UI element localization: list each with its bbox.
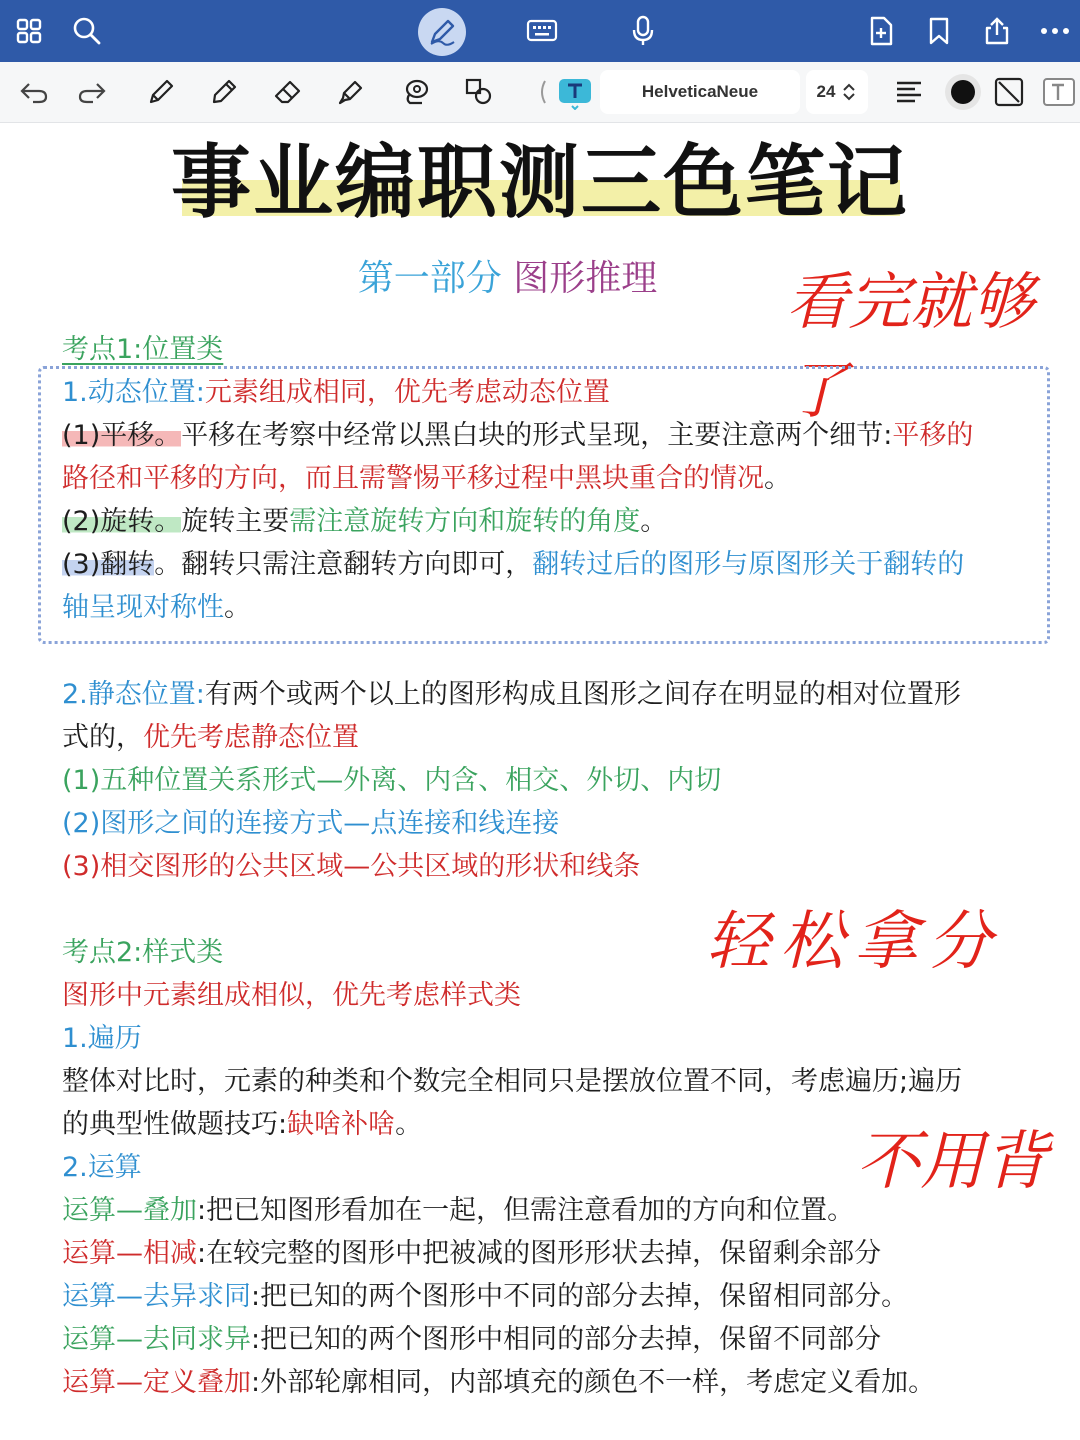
- flip-line-2: [62, 586, 251, 629]
- op-text-1: :把已知图形看加在一起，但需注意看加的方向和位置。: [197, 1195, 855, 1226]
- dynamic-label: 1.动态位置:: [62, 377, 205, 408]
- op-item-4: [62, 1318, 881, 1361]
- handwriting-enough: 看完就够了: [786, 265, 1035, 427]
- traverse-end: 。: [395, 1109, 423, 1140]
- font-name-selector[interactable]: [600, 70, 800, 114]
- pen-tool-icon[interactable]: [143, 74, 179, 110]
- flip-blue1: 翻转过后的图形与原图形关于翻转的: [532, 549, 965, 580]
- microphone-icon[interactable]: [624, 12, 662, 50]
- grid-icon[interactable]: [10, 12, 48, 50]
- rotate-green: 需注意旋转方向和旋转的角度: [289, 506, 641, 537]
- stepper-chevron-icon: [841, 82, 857, 102]
- op-label-2: 运算—相减: [62, 1238, 197, 1269]
- point1-heading: 考点1:位置类: [62, 334, 224, 365]
- op-text-3: :把已知的两个图形中不同的部分去掉，保留相同部分。: [251, 1281, 909, 1312]
- static-item-1: (1)五种位置关系形式—外离、内含、相交、外切、内切: [62, 765, 722, 796]
- shift-text: 平移在考察中经常以黑白块的形式呈现，主要注意两个细节:: [181, 420, 893, 451]
- op-item-3: [62, 1275, 908, 1318]
- text-box-style-icon[interactable]: [991, 74, 1027, 110]
- point2-intro: 图形中元素组成相似，优先考虑样式类: [62, 980, 521, 1011]
- traverse-text2: 的典型性做题技巧:: [62, 1109, 288, 1140]
- op-label-4: 运算—去同求异: [62, 1324, 251, 1355]
- dynamic-desc: 元素组成相同，优先考虑动态位置: [204, 377, 610, 408]
- eraser-tool-icon[interactable]: [270, 74, 306, 110]
- static-text1: 有两个或两个以上的图形构成且图形之间存在明显的相对位置形: [204, 679, 961, 710]
- pen-icon[interactable]: [418, 8, 466, 56]
- op-item-1: [62, 1189, 854, 1232]
- static-item-2: (2)图形之间的连接方式—点连接和线连接: [62, 808, 560, 839]
- redo-icon[interactable]: [74, 74, 110, 110]
- traverse-line-1: 整体对比时，元素的种类和个数完全相同只是摆放位置不同，考虑遍历;遍历: [62, 1066, 963, 1097]
- shapes-tool-icon[interactable]: [461, 74, 497, 110]
- traverse-label: 1.遍历: [62, 1023, 142, 1054]
- rotate-end: 。: [640, 506, 668, 537]
- page-title: 事业编职测三色笔记: [171, 136, 909, 229]
- static-item-3: (3)相交图形的公共区域—公共区域的形状和线条: [62, 851, 641, 882]
- flip-end: 。: [224, 592, 251, 623]
- op-item-2: [62, 1232, 881, 1275]
- more-icon[interactable]: [1036, 12, 1074, 50]
- search-icon[interactable]: [68, 12, 106, 50]
- section-name: 图形推理: [513, 258, 658, 299]
- traverse-red: 缺啥补啥: [287, 1109, 396, 1140]
- rotate-line: [62, 500, 667, 543]
- section-prefix: 第一部分: [357, 258, 502, 299]
- static-text2: 式的，: [62, 722, 143, 753]
- lasso-tool-icon[interactable]: [398, 74, 434, 110]
- font-name-value: HelveticaNeue: [641, 82, 759, 101]
- bookmark-icon[interactable]: [920, 12, 958, 50]
- dynamic-position-line: [62, 371, 610, 414]
- shift-line-1: [62, 414, 973, 457]
- op-label-1: 运算—叠加: [62, 1195, 197, 1226]
- add-page-icon[interactable]: [862, 12, 900, 50]
- op-label-3: 运算—去异求同: [62, 1281, 251, 1312]
- flip-line-1: [62, 543, 964, 586]
- flip-label: (3)翻转: [62, 549, 155, 580]
- shift-red2: 路径和平移的方向，而且需警惕平移过程中黑块重合的情况: [62, 463, 764, 494]
- color-swatch-icon[interactable]: [943, 72, 983, 112]
- font-size-selector[interactable]: [806, 70, 868, 114]
- pencil-tool-icon[interactable]: [206, 74, 242, 110]
- note-title-area: [0, 128, 1080, 238]
- operation-label: 2.运算: [62, 1152, 142, 1183]
- highlighter-tool-icon[interactable]: [333, 74, 369, 110]
- static-red: 优先考虑静态位置: [143, 722, 359, 753]
- op-text-2: :在较完整的图形中把被减的图形形状去掉，保留剩余部分: [197, 1238, 882, 1269]
- shift-red1: 平移的: [892, 420, 974, 451]
- op-item-5: [62, 1361, 935, 1404]
- handwriting-no-memorize: 不用背: [856, 1125, 1048, 1199]
- top-bar: [0, 0, 1080, 62]
- keyboard-icon[interactable]: [523, 12, 561, 50]
- rotate-label: (2)旋转。: [62, 506, 182, 537]
- text-tool-icon[interactable]: [555, 74, 595, 110]
- rotate-text: 旋转主要: [181, 506, 290, 537]
- shift-line-2: [62, 457, 791, 500]
- static-line-1: [62, 673, 961, 716]
- static-label: 2.静态位置:: [62, 679, 205, 710]
- op-label-5: 运算—定义叠加: [62, 1367, 251, 1398]
- align-left-icon[interactable]: [891, 74, 927, 110]
- point2-heading: 考点2:样式类: [62, 937, 224, 968]
- static-line-2: [62, 716, 359, 759]
- undo-icon[interactable]: [16, 74, 52, 110]
- op-text-5: :外部轮廓相同，内部填充的颜色不一样，考虑定义看加。: [251, 1367, 936, 1398]
- traverse-line-2: [62, 1103, 422, 1146]
- handwriting-easy: 轻松拿分: [706, 905, 1002, 979]
- flip-text: 。翻转只需注意翻转方向即可，: [154, 549, 533, 580]
- shift-end: 。: [764, 463, 791, 494]
- flip-blue2: 轴呈现对称性: [62, 592, 224, 623]
- shift-label: (1)平移。: [62, 420, 182, 451]
- font-size-value: 24: [816, 82, 836, 101]
- text-format-icon[interactable]: [1040, 74, 1076, 110]
- share-icon[interactable]: [978, 12, 1016, 50]
- op-text-4: :把已知的两个图形中相同的部分去掉，保留不同部分: [251, 1324, 882, 1355]
- tool-bar: [0, 62, 1080, 123]
